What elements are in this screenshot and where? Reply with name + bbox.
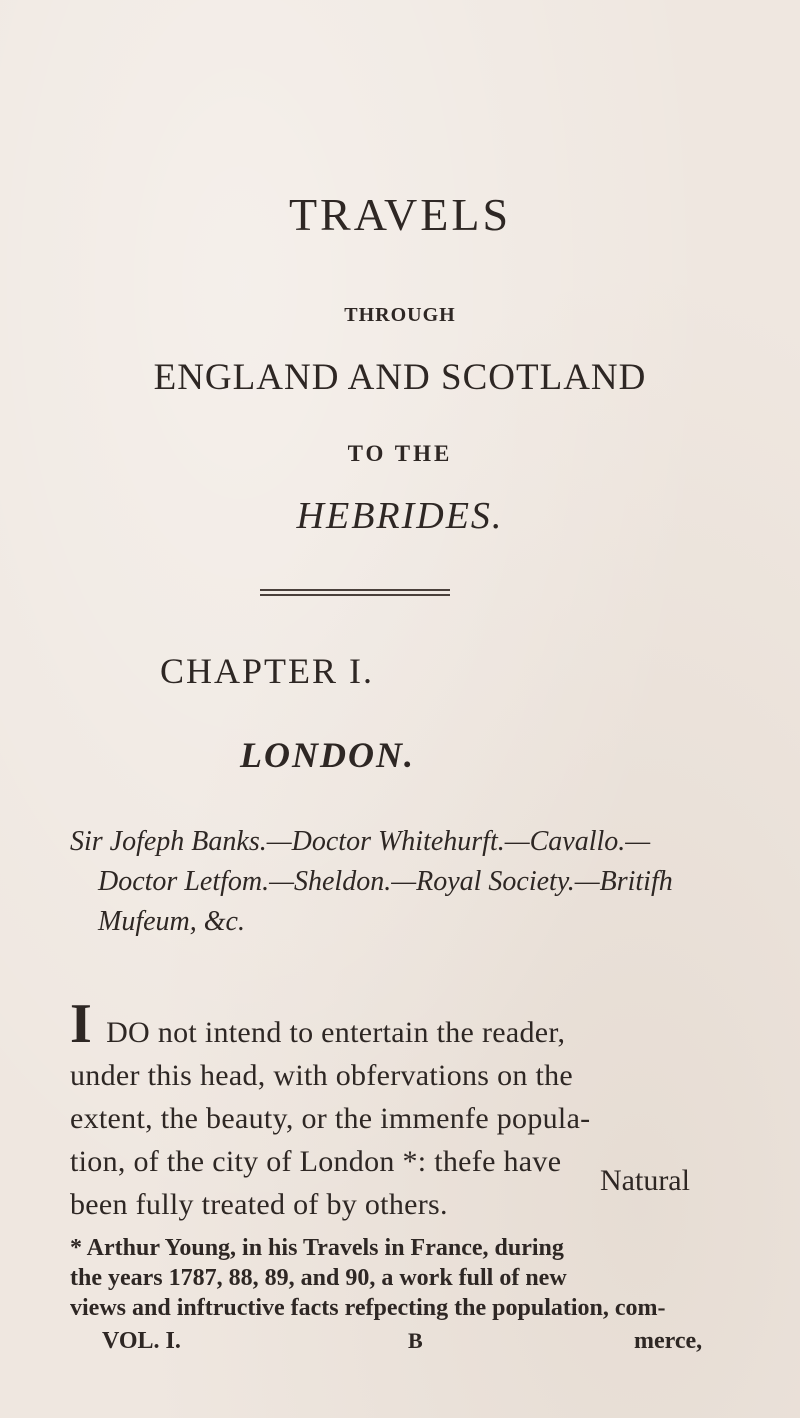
catchword: Natural: [600, 1164, 690, 1197]
title-destination: HEBRIDES.: [296, 495, 504, 537]
summary-line: Doctor Letfom.—Sheldon.—Royal Society.—Britifh: [98, 866, 673, 897]
body-line: tion, of the city of London *: thefe have: [70, 1145, 562, 1178]
body-line: under this head, with obfervations on the: [70, 1059, 574, 1092]
footnote-line: views and inftructive facts refpecting the population, com-: [70, 1295, 666, 1321]
signature-mark: B: [408, 1328, 423, 1353]
drop-cap: I: [70, 993, 93, 1055]
double-rule-divider: [260, 589, 450, 597]
volume-marker: VOL. I.: [102, 1328, 181, 1354]
chapter-heading: CHAPTER I.: [160, 651, 375, 691]
body-line: been fully treated of by others.: [70, 1188, 448, 1221]
footnote-line: the years 1787, 88, 89, and 90, a work full of new: [70, 1265, 567, 1291]
summary-line: Mufeum, &c.: [98, 906, 245, 937]
body-line: extent, the beauty, or the immenfe popula-: [70, 1102, 591, 1135]
title-to-the: TO THE: [347, 441, 453, 466]
body-line: DO not intend to entertain the reader,: [106, 1016, 566, 1049]
chapter-place: LONDON.: [240, 735, 415, 775]
footnote: [70, 1233, 760, 1323]
title-through: THROUGH: [344, 304, 456, 326]
summary-line: Sir Jofeph Banks.—Doctor Whitehurft.—Cavallo.—: [70, 826, 651, 857]
title-route: ENGLAND AND SCOTLAND: [153, 357, 647, 398]
footnote-line: * Arthur Young, in his Travels in France, during: [70, 1235, 564, 1261]
footer-catchword: merce,: [634, 1328, 703, 1354]
chapter-summary: [70, 822, 750, 942]
book-title: TRAVELS: [288, 189, 512, 240]
